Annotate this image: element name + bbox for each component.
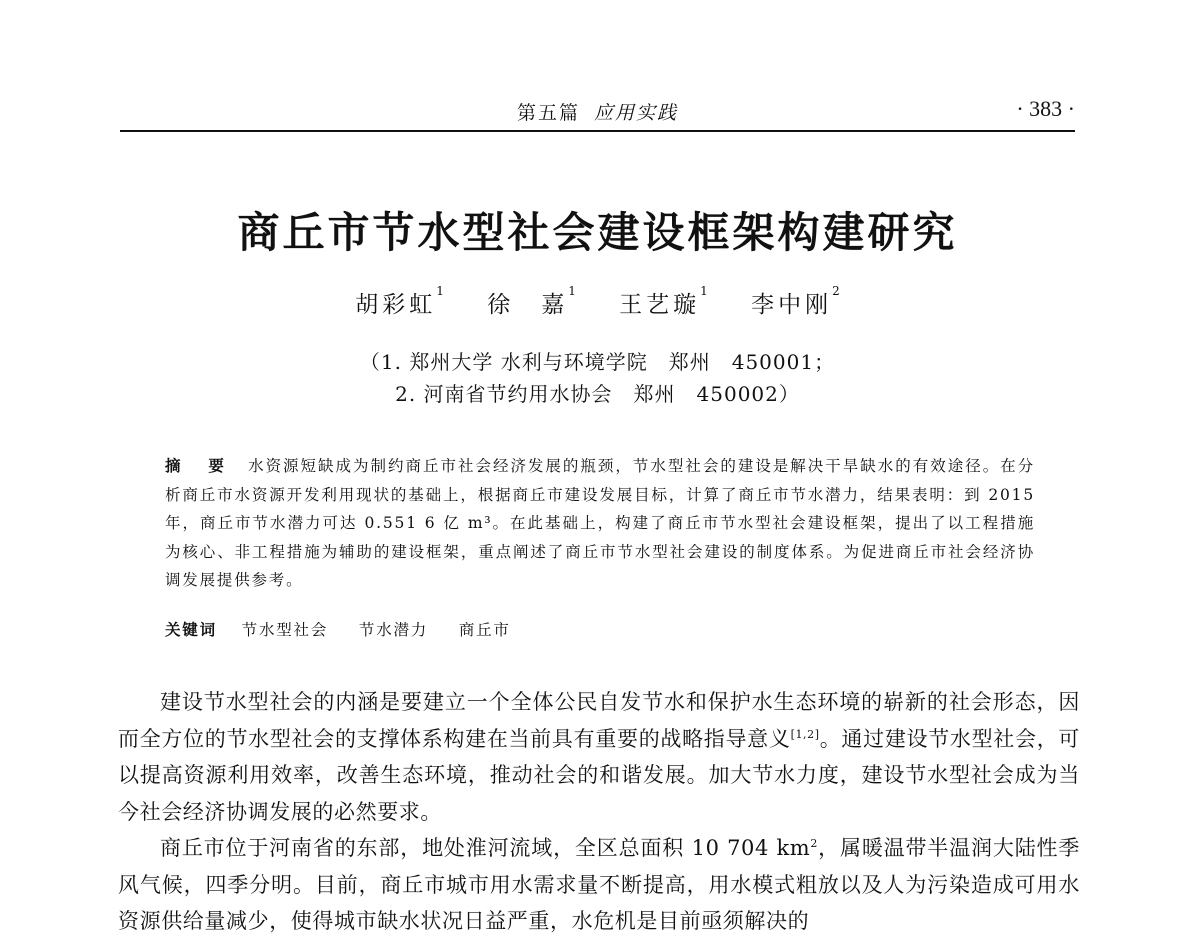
citation: [1,2] <box>790 727 820 741</box>
author-affil-sup: 1 <box>700 284 708 298</box>
author <box>619 284 708 318</box>
author-list <box>120 286 1075 319</box>
keywords <box>165 618 1035 640</box>
body-text-span: 建设节水型社会的内涵是要建立一个全体公民自发节水和保护水生态环境的崭新的社会形态，因而全方位的节水型社会的支撑体系构建在当前具有重要的战略指导意义 <box>118 690 1080 751</box>
abstract-text: 水资源短缺成为制约商丘市社会经济发展的瓶颈，节水型社会的建设是解决干旱缺水的有效途径。在分析商丘市水资源开发利用现状的基础上，根据商丘市建设发展目标，计算了商丘市节水潜力，结果表明：到 2015 年，商丘市节水潜力可达 0.551 6 亿 m³。在此基础上，构建了商丘市节水型社会建设框架，提出了以工程措施为核心、非工程措施为辅助的建设框架，重点阐述了商丘市节水型社会建设的制度体系。为促进商丘市社会经济协调发展提供参考。 <box>165 457 1035 590</box>
section-title: 应用实践 <box>594 102 679 124</box>
page-number: · 383 · <box>1016 96 1075 121</box>
abstract <box>165 452 1035 595</box>
author <box>487 284 576 318</box>
affiliation-line-2: 2. 河南省节约用水协会 郑州 450002） <box>395 382 800 406</box>
author-affil-sup: 1 <box>568 284 576 298</box>
author <box>355 284 444 318</box>
keyword: 商丘市 <box>458 621 511 639</box>
author <box>751 284 840 318</box>
body-text-span: 。通过建设节水型社会，可以提高资源利用效率，改善生态环境，推动社会的和谐发展。加大节水力度，建设节水型社会成为当今社会经济协调发展的必然要求。 <box>118 726 1080 824</box>
body-text-span: 商丘市位于河南省的东部，地处淮河流域，全区总面积 10 704 km <box>160 836 811 860</box>
paper-title: 商丘市节水型社会建设框架构建研究 <box>237 208 958 257</box>
body-text-span: ，属暖温带半温润大陆性季风气候，四季分明。目前，商丘市城市用水需求量不断提高，用水模式粗放以及人为污染造成可用水资源供给量减少，使得城市缺水状况日益严重，水危机是目前亟须解决的 <box>118 836 1080 933</box>
author-name: 徐 嘉 <box>487 292 569 318</box>
section-number: 第五篇 <box>516 102 580 124</box>
body-paragraph <box>118 830 1080 940</box>
author-affil-sup: 2 <box>832 284 840 298</box>
author-affil-sup: 1 <box>436 284 444 298</box>
unit-superscript: 2 <box>810 837 818 850</box>
author-name: 王艺璇 <box>619 292 701 318</box>
keyword: 节水型社会 <box>241 621 329 639</box>
author-name: 李中刚 <box>751 292 833 318</box>
abstract-label: 摘 要 <box>165 457 231 475</box>
body-text <box>118 684 1080 940</box>
keywords-label: 关键词 <box>165 621 217 639</box>
affiliation-line-1: （1. 郑州大学 水利与环境学院 郑州 450001； <box>359 350 836 374</box>
header-rule <box>120 130 1075 132</box>
keyword: 节水潜力 <box>358 621 429 639</box>
running-header <box>120 96 1075 126</box>
body-paragraph <box>118 684 1080 830</box>
section-heading <box>120 98 1075 125</box>
author-name: 胡彩虹 <box>355 292 437 318</box>
